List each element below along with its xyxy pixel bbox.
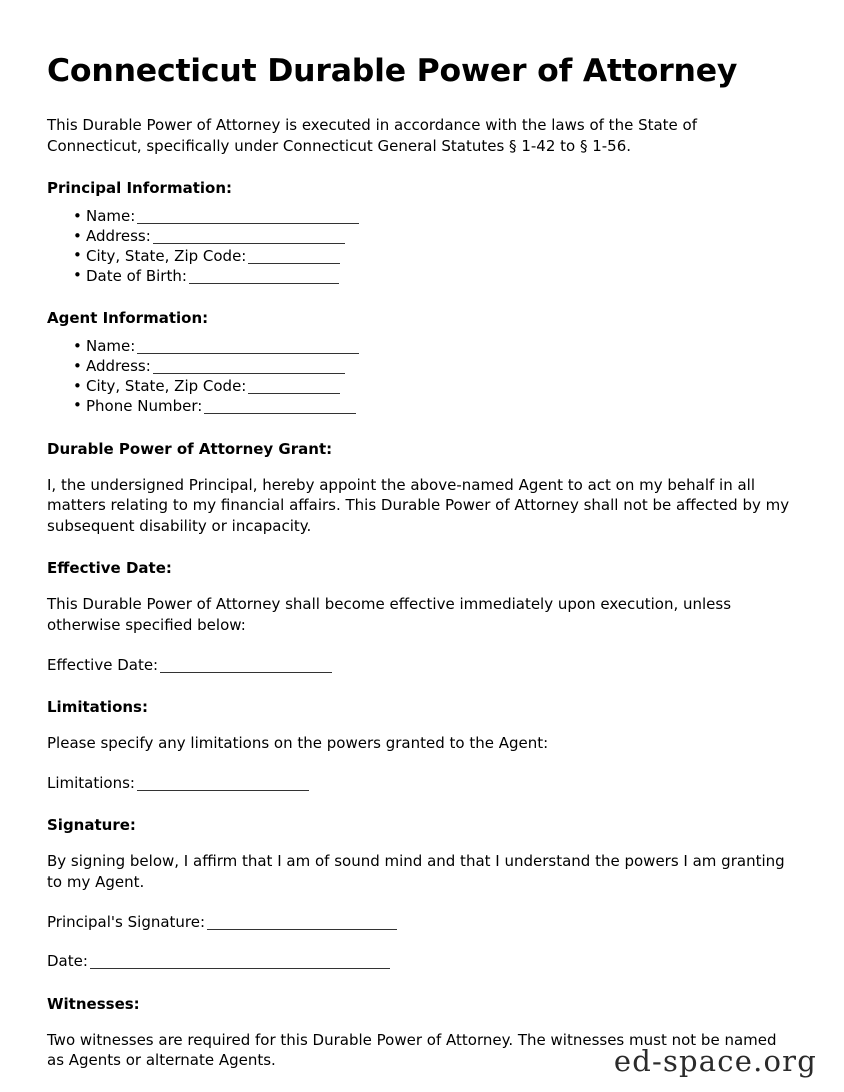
principal-signature-field-row	[47, 912, 797, 933]
signature-paragraph: By signing below, I affirm that I am of sound mind and that I understand the powers I am granting to my Agent.	[47, 852, 785, 891]
field-label: Limitations:	[47, 773, 135, 792]
section-heading-limitations: Limitations:	[47, 698, 148, 717]
section-heading-effective-date: Effective Date:	[47, 559, 172, 578]
signature-fill-in-blank[interactable]	[207, 929, 397, 930]
fill-in-blank[interactable]	[248, 263, 340, 264]
field-label: Address:	[86, 227, 151, 246]
page-title: Connecticut Durable Power of Attorney	[47, 53, 738, 89]
field-label: Name:	[86, 337, 136, 356]
list-item	[47, 227, 797, 247]
fill-in-blank[interactable]	[153, 243, 345, 244]
fill-in-blank[interactable]	[160, 672, 332, 673]
fill-in-blank[interactable]	[248, 393, 340, 394]
limitations-paragraph: Please specify any limitations on the powers granted to the Agent:	[47, 734, 549, 753]
fill-in-blank[interactable]	[153, 373, 345, 374]
list-item	[47, 337, 797, 357]
section-heading-witnesses: Witnesses:	[47, 994, 140, 1013]
list-item	[47, 247, 797, 267]
field-label: City, State, Zip Code:	[86, 246, 247, 265]
signature-date-field-row	[47, 951, 797, 972]
fill-in-blank[interactable]	[137, 353, 359, 354]
principal-information-field-list	[47, 207, 797, 286]
field-label: Name:	[86, 207, 136, 226]
agent-information-field-list	[47, 337, 797, 416]
field-label: Effective Date:	[47, 655, 159, 674]
section-heading-principal-information: Principal Information:	[47, 179, 233, 198]
section-heading-signature: Signature:	[47, 816, 136, 835]
limitations-field-row	[47, 773, 797, 794]
field-label: Address:	[86, 357, 151, 376]
section-heading-durable-power-of-attorney-grant: Durable Power of Attorney Grant:	[47, 439, 333, 458]
site-watermark: ed-space.org	[613, 1044, 817, 1078]
intro-paragraph: This Durable Power of Attorney is executed in accordance with the laws of the State of Connecticut, specifically under Connecticut General Statutes § 1-42 to § 1-56.	[47, 116, 698, 155]
effective-date-paragraph: This Durable Power of Attorney shall become effective immediately upon execution, unless otherwise specified below:	[47, 595, 732, 635]
fill-in-blank[interactable]	[137, 790, 309, 791]
grant-paragraph: I, the undersigned Principal, hereby appoint the above-named Agent to act on my behalf in all matters relating to my financial affairs. This Durable Power of Attorney shall not be affected by my subsequent disability or incapacity.	[47, 475, 790, 535]
list-item	[47, 397, 797, 417]
list-item	[47, 357, 797, 377]
witnesses-paragraph: Two witnesses are required for this Durable Power of Attorney. The witnesses must not be named as Agents or alternate Agents.	[47, 1030, 777, 1070]
fill-in-blank[interactable]	[137, 223, 359, 224]
field-label: City, State, Zip Code:	[86, 377, 247, 396]
field-label: Date:	[47, 952, 88, 971]
field-label: Date of Birth:	[86, 266, 187, 285]
effective-date-field-row	[47, 655, 797, 676]
field-label: Principal's Signature:	[47, 912, 206, 931]
date-fill-in-blank[interactable]	[90, 968, 390, 969]
fill-in-blank[interactable]	[189, 283, 339, 284]
section-heading-agent-information: Agent Information:	[47, 309, 209, 328]
list-item	[47, 377, 797, 397]
field-label: Phone Number:	[86, 396, 203, 415]
list-item	[47, 207, 797, 227]
fill-in-blank[interactable]	[204, 413, 356, 414]
list-item	[47, 267, 797, 287]
